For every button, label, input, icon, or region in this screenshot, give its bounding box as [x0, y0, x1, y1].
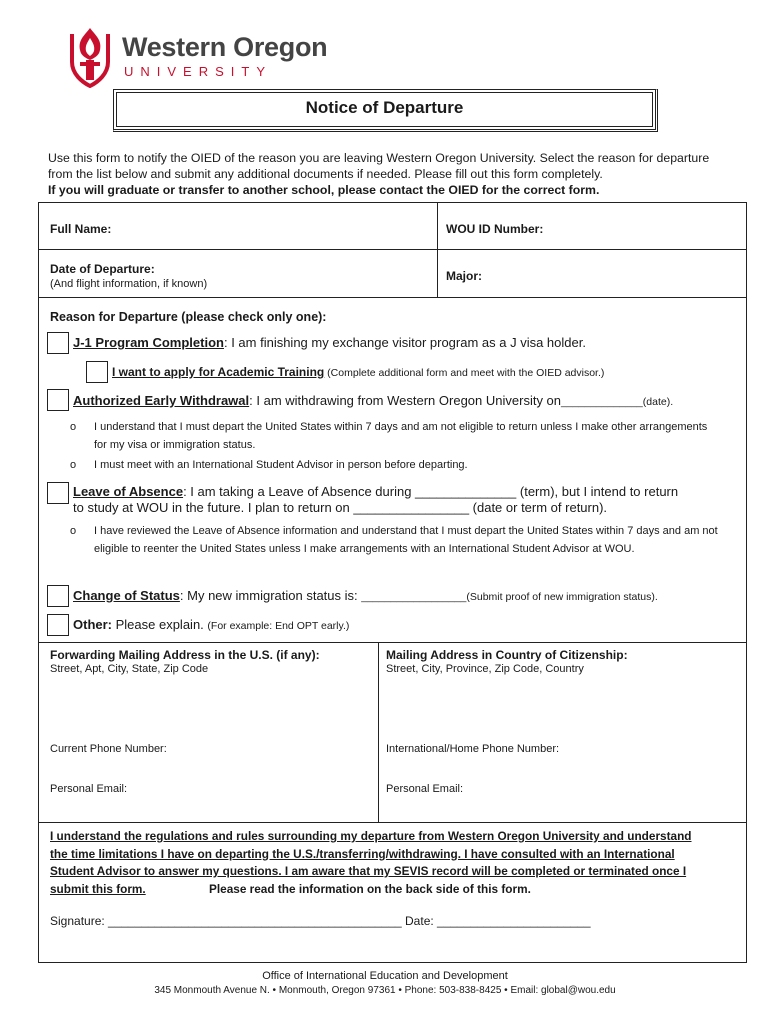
torch-logo-icon — [66, 26, 114, 88]
agreement-line-3: Student Advisor to answer my questions. I am aware that my SEVIS record will be completed or terminated once I — [50, 864, 687, 878]
change-of-status-checkbox[interactable] — [47, 585, 69, 607]
early-withdrawal-option — [73, 393, 673, 408]
j1-completion-text: : I am finishing my exchange visitor program as a J visa holder. — [223, 335, 586, 350]
agreement-line-4 — [50, 881, 740, 899]
logo-subtitle: UNIVERSITY — [124, 64, 273, 79]
agreement-line-4-underlined: submit this form. — [50, 881, 146, 896]
logo-wordmark: Western Oregon — [122, 32, 328, 62]
other-text: Please explain. — [112, 617, 208, 632]
loa-bullet-text: I have reviewed the Leave of Absence information and understand that I must depart the United States within 7 days and am not eligible to reenter the United States unless I make arrangements with an International Student Advisor at WOU. — [94, 525, 718, 555]
leave-of-absence-checkbox[interactable] — [47, 482, 69, 504]
signature-date-line[interactable]: Signature: ____________________________________________ Date: _______________________ — [50, 914, 591, 928]
full-name-label: Full Name: — [50, 222, 112, 236]
footer-contact: 345 Monmouth Avenue N. • Monmouth, Oregon 97361 • Phone: 503-838-8425 • Email: global@wou.edu — [154, 985, 616, 996]
intl-address-heading: Mailing Address in Country of Citizenship: — [386, 648, 628, 662]
reason-heading: Reason for Departure (please check only one): — [50, 310, 327, 324]
agreement-statement — [50, 828, 740, 898]
agreement-line-1: I understand the regulations and rules surrounding my departure from Western Oregon University and understand — [50, 829, 692, 843]
j1-completion-option — [73, 335, 586, 350]
academic-training-option — [112, 365, 604, 379]
change-of-status-label: Change of Status — [73, 588, 180, 603]
personal-email-label-right: Personal Email: — [386, 783, 464, 795]
loa-bullet — [70, 522, 720, 558]
intl-phone-label: International/Home Phone Number: — [386, 743, 560, 755]
footer-office: Office of International Education and Development — [262, 970, 508, 982]
leave-of-absence-option — [73, 484, 678, 499]
agreement-line-2: the time limitations I have on departing the U.S./transferring/withdrawing. I have consulted with an International — [50, 846, 675, 861]
agreement-line-4-rest: Please read the information on the back side of this form. — [208, 881, 531, 896]
form-title: Notice of Departure — [305, 98, 464, 117]
university-logo — [66, 26, 328, 90]
early-withdrawal-text: : I am withdrawing from Western Oregon University on — [249, 393, 562, 408]
leave-of-absence-label: Leave of Absence — [73, 484, 184, 499]
other-option — [73, 617, 349, 632]
bullet-marker: o — [70, 421, 77, 433]
change-of-status-text: : My new immigration status is: — [179, 588, 362, 603]
change-of-status-option — [73, 588, 658, 603]
us-address-hint: Street, Apt, City, State, Zip Code — [50, 663, 209, 675]
row-divider-2 — [38, 297, 747, 298]
title-box — [113, 89, 658, 132]
early-withdrawal-note: (date). — [642, 396, 674, 408]
personal-email-label-left: Personal Email: — [50, 783, 128, 795]
academic-training-note: (Complete additional form and meet with the OIED advisor.) — [324, 367, 605, 379]
academic-training-label: I want to apply for Academic Training — [112, 365, 325, 379]
col-divider-top — [437, 202, 438, 297]
leave-of-absence-text-1: : I am taking a Leave of Absence during ______________ (term), but I intend to return — [183, 484, 679, 499]
j1-completion-label: J-1 Program Completion — [73, 335, 224, 350]
early-withdrawal-label: Authorized Early Withdrawal — [73, 393, 250, 408]
bullet-marker: o — [70, 525, 77, 537]
change-of-status-note: (Submit proof of new immigration status). — [466, 591, 658, 603]
bullet-marker: o — [70, 459, 77, 471]
flight-info-hint: (And flight information, if known) — [50, 278, 208, 290]
academic-training-checkbox[interactable] — [86, 361, 108, 383]
withdrawal-bullet-2-text: I must meet with an International Student Advisor in person before departing. — [94, 459, 468, 471]
col-divider-address — [378, 642, 379, 822]
row-divider-3 — [38, 642, 747, 643]
intro-paragraph: Use this form to notify the OIED of the reason you are leaving Western Oregon University. Select the reason for departure from the list below and submit any additional documents if needed. Please fill out this form completely. — [48, 151, 710, 181]
other-label: Other: — [73, 617, 112, 632]
intl-address-hint: Street, City, Province, Zip Code, Country — [386, 663, 584, 675]
major-label: Major: — [446, 269, 482, 283]
row-divider-1 — [38, 249, 747, 250]
leave-of-absence-text-2: to study at WOU in the future. I plan to return on ________________ (date or term of return). — [73, 500, 608, 515]
current-phone-label: Current Phone Number: — [50, 743, 167, 755]
withdrawal-bullet-2 — [70, 456, 720, 474]
row-divider-4 — [38, 822, 747, 823]
us-address-heading: Forwarding Mailing Address in the U.S. (if any): — [50, 648, 320, 662]
change-of-status-blank: __________________ — [361, 591, 467, 603]
other-checkbox[interactable] — [47, 614, 69, 636]
j1-completion-checkbox[interactable] — [47, 332, 69, 354]
withdrawal-bullet-1 — [70, 418, 720, 454]
withdrawal-bullet-1-text: I understand that I must depart the United States within 7 days and am not eligible to return unless I make other arrangements for my visa or immigration status. — [94, 421, 708, 451]
other-note: (For example: End OPT early.) — [207, 620, 350, 632]
wou-id-label: WOU ID Number: — [446, 222, 544, 236]
early-withdrawal-checkbox[interactable] — [47, 389, 69, 411]
intro-text — [48, 150, 728, 198]
early-withdrawal-blank: ______________ — [561, 396, 643, 408]
intro-bold-note: If you will graduate or transfer to another school, please contact the OIED for the correct form. — [48, 183, 600, 197]
date-of-departure-label: Date of Departure: — [50, 262, 155, 276]
